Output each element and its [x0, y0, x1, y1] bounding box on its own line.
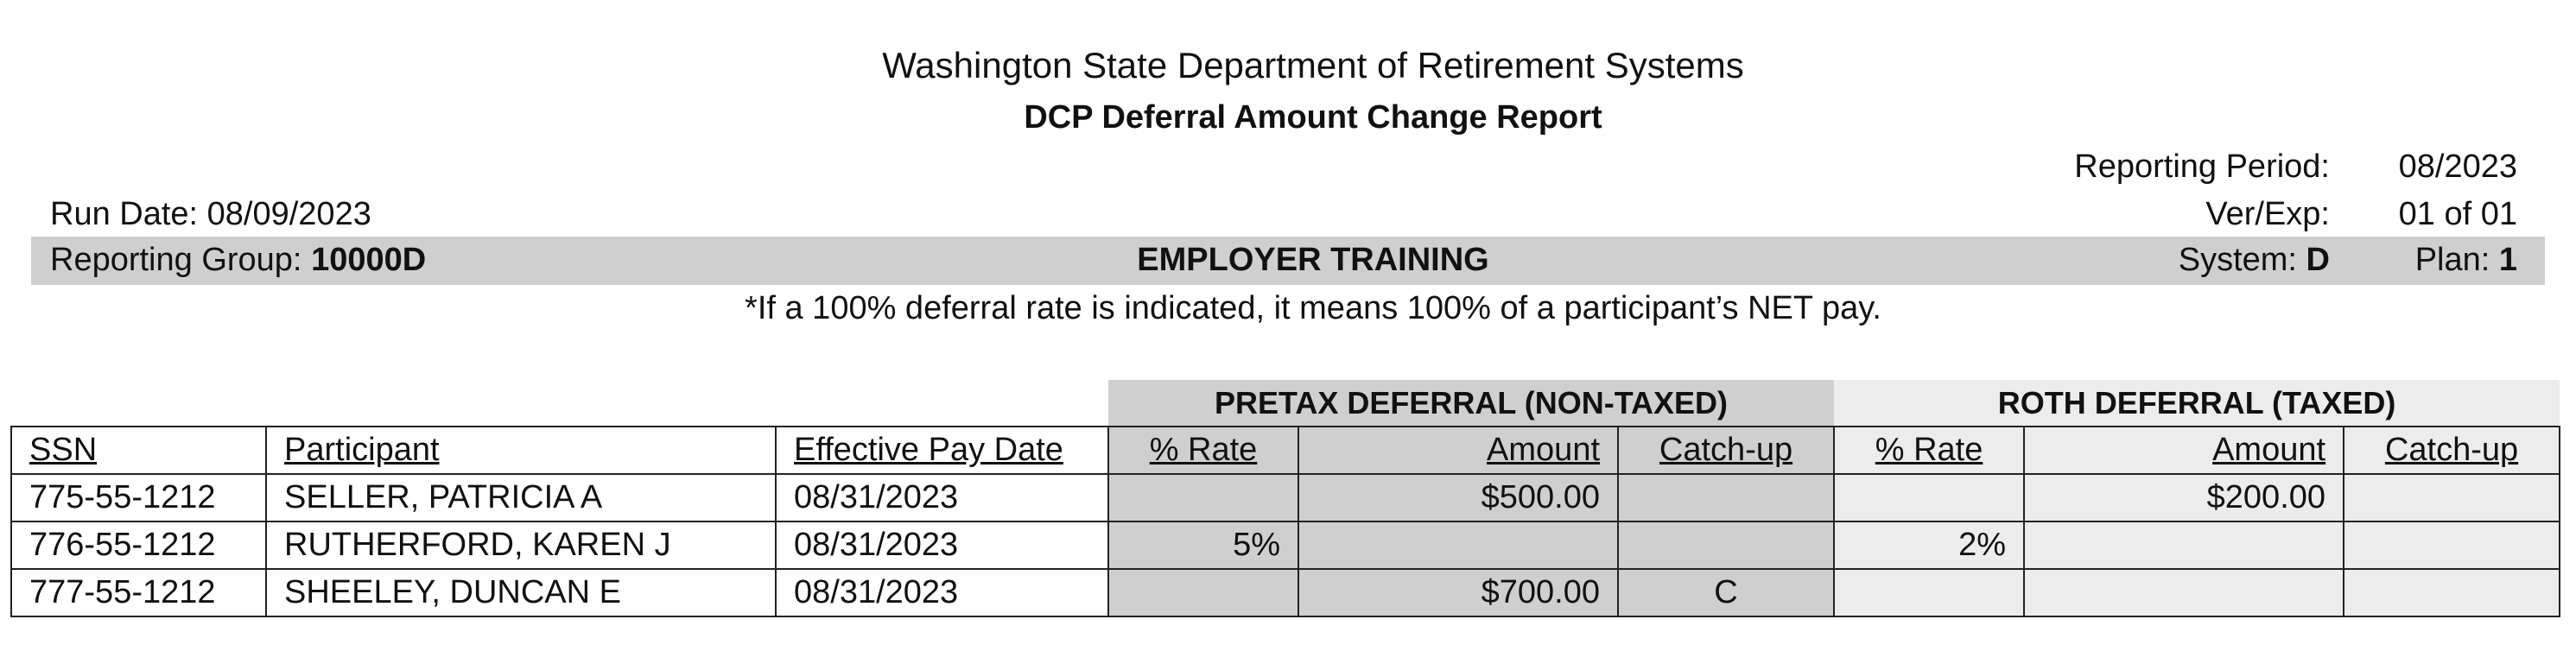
cell-roth-catchup: [2344, 474, 2560, 521]
cell-effective-pay-date: 08/31/2023: [776, 521, 1108, 569]
cell-roth-catchup: [2344, 569, 2560, 616]
col-pretax-rate: % Rate: [1108, 427, 1298, 474]
reporting-period-label: Reporting Period:: [2074, 149, 2330, 185]
cell-pretax-catchup: [1618, 474, 1834, 521]
col-roth-amount: Amount: [2024, 427, 2344, 474]
system-value: D: [2306, 242, 2330, 278]
col-pretax-amount: Amount: [1298, 427, 1618, 474]
group-roth: ROTH DEFERRAL (TAXED): [1834, 380, 2560, 427]
col-roth-rate: % Rate: [1834, 427, 2024, 474]
employer-name: EMPLOYER TRAINING: [1137, 242, 1489, 278]
table-row: [11, 521, 2560, 569]
reporting-group-value: 10000D: [311, 242, 427, 278]
cell-effective-pay-date: 08/31/2023: [776, 569, 1108, 616]
group-header-row: [11, 380, 2560, 427]
table-row: [11, 569, 2560, 616]
cell-roth-amount: [2024, 569, 2344, 616]
cell-pretax-catchup: [1618, 521, 1834, 569]
cell-participant: SHEELEY, DUNCAN E: [266, 569, 776, 616]
plan-value: 1: [2498, 242, 2517, 278]
column-header-row: [11, 427, 2560, 474]
col-participant: Participant: [266, 427, 776, 474]
cell-effective-pay-date: 08/31/2023: [776, 474, 1108, 521]
cell-ssn: 775-55-1212: [11, 474, 266, 521]
col-ssn: SSN: [11, 427, 266, 474]
agency-title: Washington State Department of Retirement Systems: [882, 45, 1744, 85]
cell-ssn: 776-55-1212: [11, 521, 266, 569]
ver-exp-value: 01 of 01: [2398, 196, 2517, 232]
cell-roth-amount: [2024, 521, 2344, 569]
cell-roth-catchup: [2344, 521, 2560, 569]
group-spacer: [11, 380, 1108, 427]
col-roth-catchup: Catch-up: [2344, 427, 2560, 474]
system-label: System:: [2178, 242, 2306, 278]
cell-pretax-rate: [1108, 569, 1298, 616]
deferral-table: [10, 380, 2560, 617]
cell-roth-rate: [1834, 569, 2024, 616]
col-effective-pay-date: Effective Pay Date: [776, 427, 1108, 474]
cell-pretax-catchup: C: [1618, 569, 1834, 616]
table-row: [11, 474, 2560, 521]
cell-pretax-rate: [1108, 474, 1298, 521]
cell-pretax-rate: 5%: [1108, 521, 1298, 569]
cell-roth-rate: [1834, 474, 2024, 521]
plan: [2415, 242, 2517, 279]
plan-label: Plan:: [2414, 242, 2499, 278]
deferral-note: *If a 100% deferral rate is indicated, it means 100% of a participant’s NET pay.: [745, 290, 1881, 326]
reporting-period-value: 08/2023: [2398, 149, 2517, 185]
report-title: DCP Deferral Amount Change Report: [1024, 99, 1602, 136]
run-date: Run Date: 08/09/2023: [50, 196, 371, 232]
cell-participant: SELLER, PATRICIA A: [266, 474, 776, 521]
ver-exp-label: Ver/Exp:: [2205, 196, 2330, 232]
col-pretax-catchup: Catch-up: [1618, 427, 1834, 474]
group-pretax: PRETAX DEFERRAL (NON-TAXED): [1108, 380, 1834, 427]
cell-pretax-amount: $500.00: [1298, 474, 1618, 521]
system: [2179, 242, 2330, 279]
cell-participant: RUTHERFORD, KAREN J: [266, 521, 776, 569]
reporting-group-label: Reporting Group:: [50, 242, 312, 278]
cell-pretax-amount: $700.00: [1298, 569, 1618, 616]
cell-ssn: 777-55-1212: [11, 569, 266, 616]
cell-roth-rate: 2%: [1834, 521, 2024, 569]
cell-pretax-amount: [1298, 521, 1618, 569]
cell-roth-amount: $200.00: [2024, 474, 2344, 521]
